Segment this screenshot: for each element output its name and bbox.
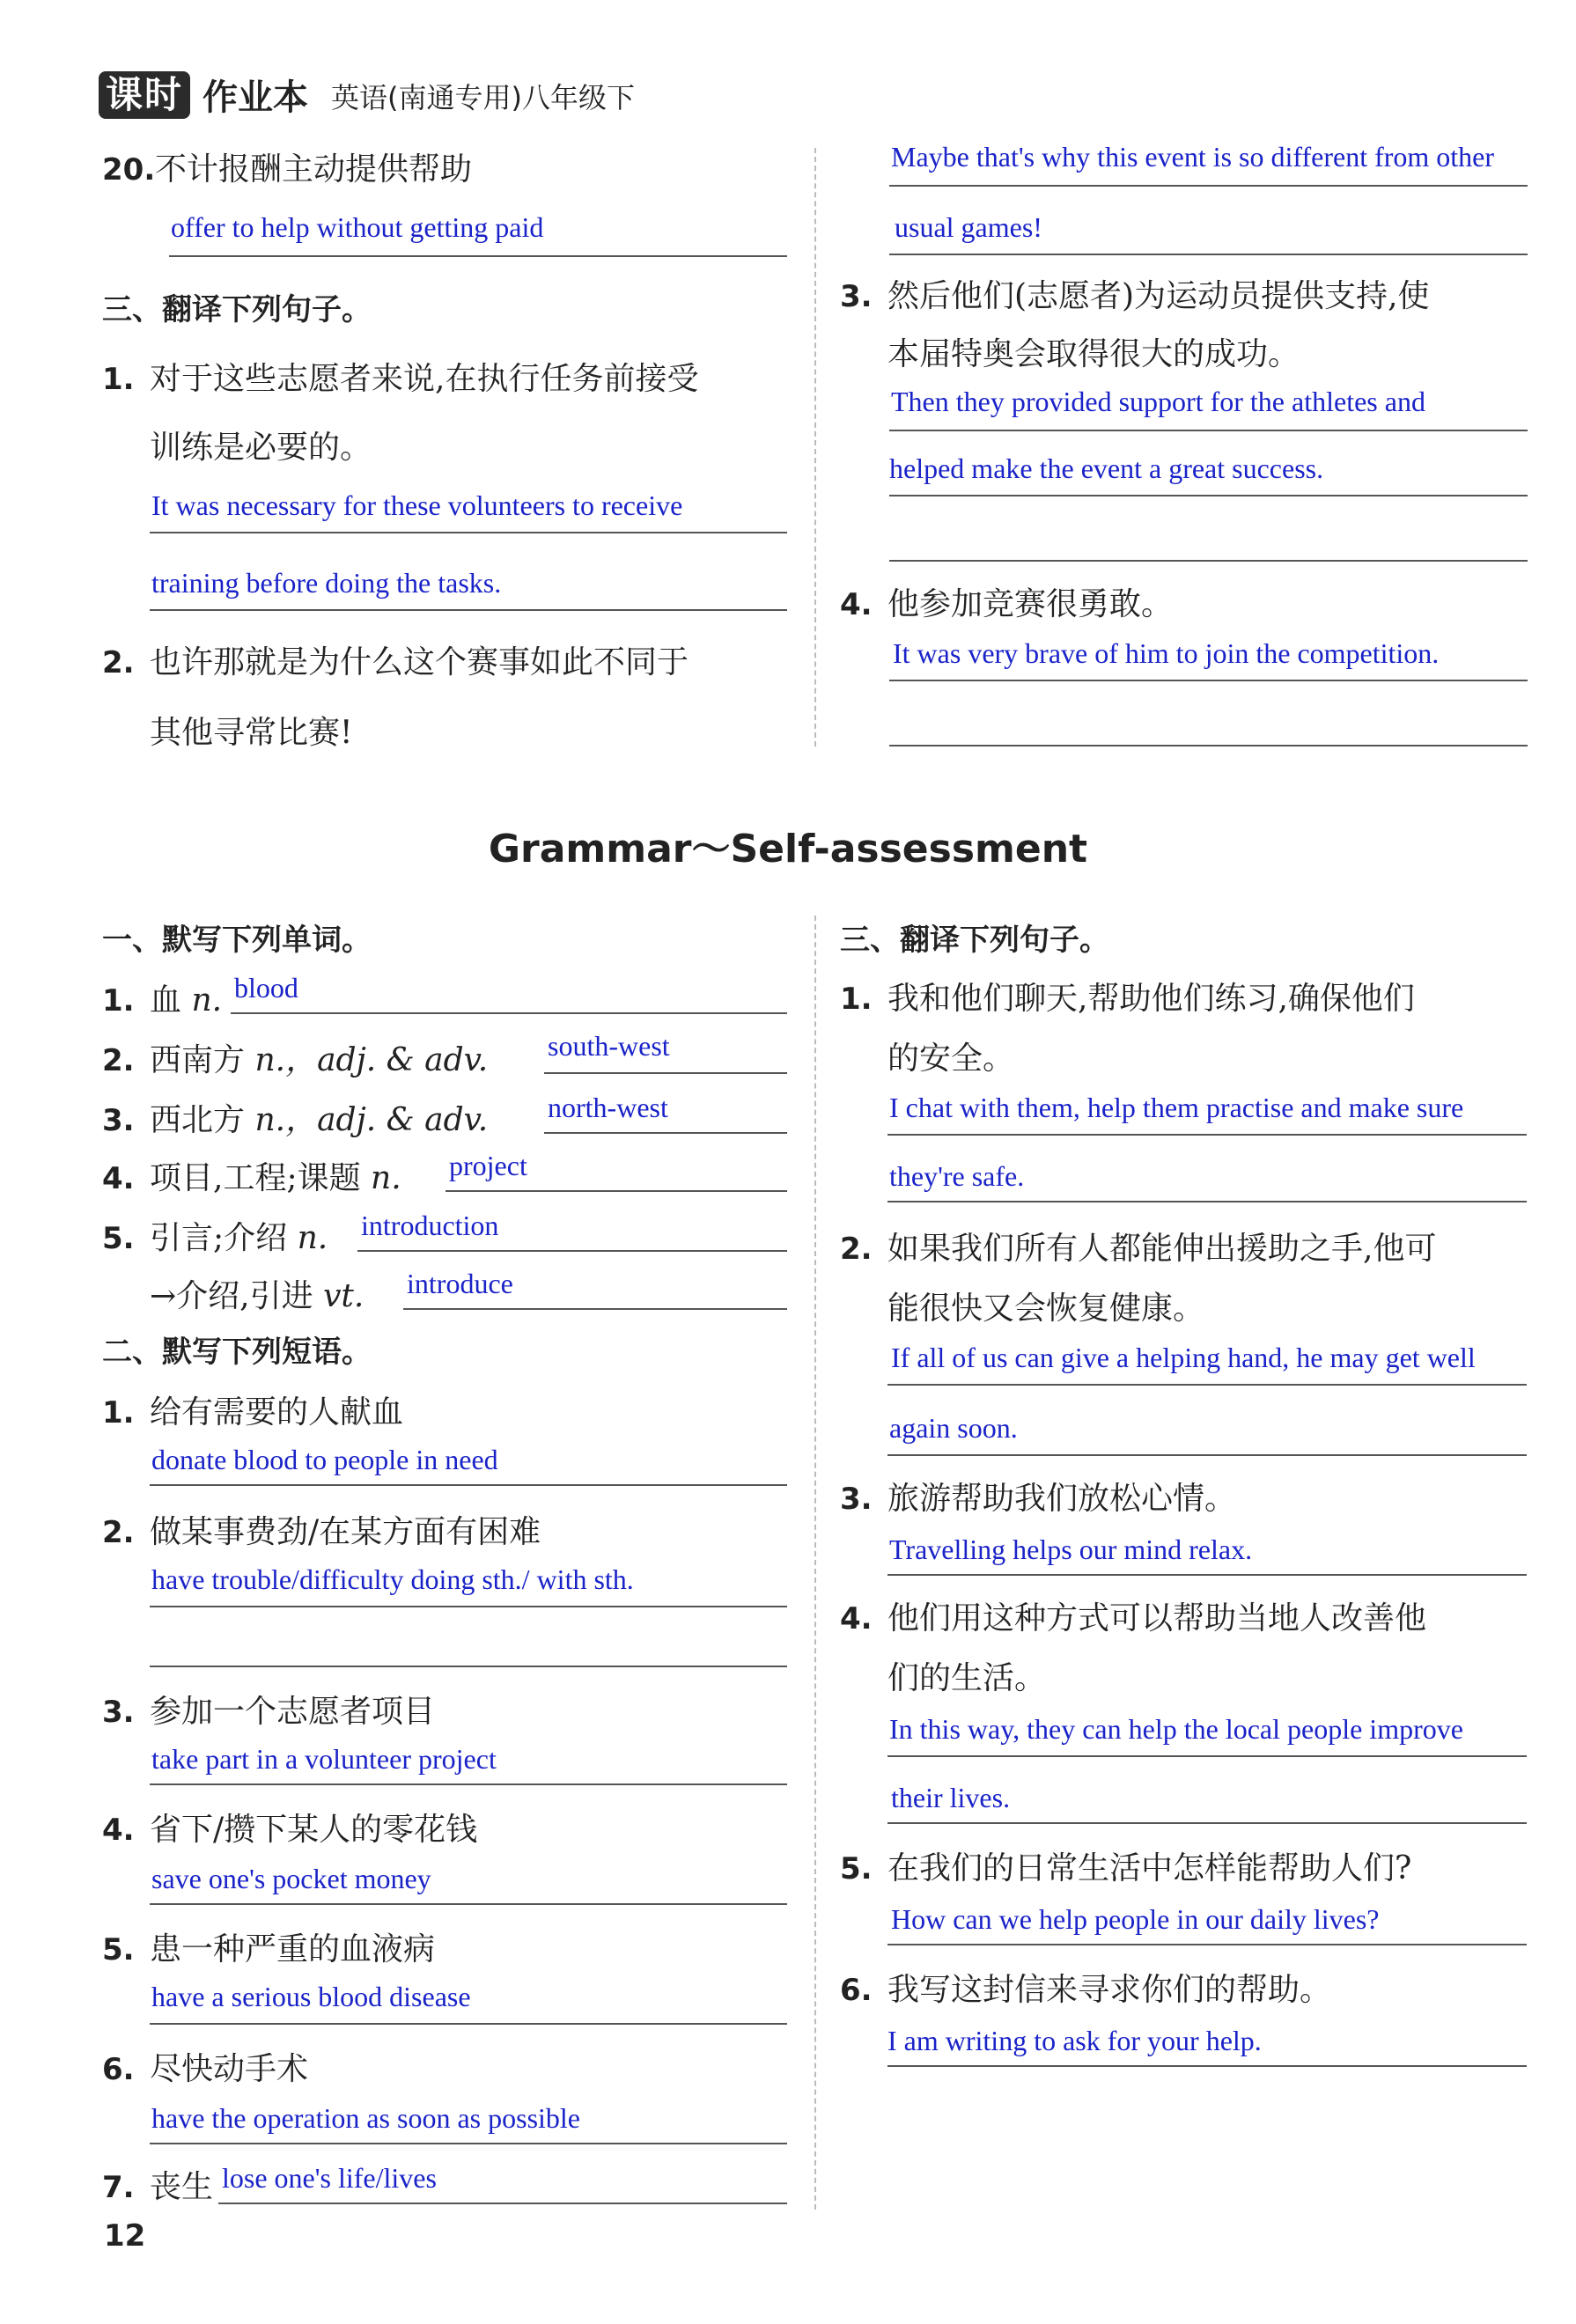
sentence-item-r3 [840,1474,1236,1519]
item-prompt: 他们用这种方式可以帮助当地人改善他 [887,1600,1427,1636]
word-item-3 [102,1095,488,1140]
word-item-2 [102,1035,488,1080]
item-prompt: 西北方 [150,1102,246,1138]
phrase-item-1 [102,1387,403,1432]
sentence-item-1 [102,354,698,399]
answer-line [403,1308,787,1310]
section-title-translate: 三、翻译下列句子。 [102,292,372,327]
item-prompt-continued: 的安全。 [887,1041,1015,1077]
answer-line [218,2203,787,2204]
page-header [99,63,635,120]
item-number: 1. [102,362,135,397]
section-title-phrases: 二、默写下列短语。 [102,1335,372,1370]
phrase-item-3 [102,1687,435,1732]
answer-text: introduce [407,1268,513,1299]
answer-text: donate blood to people in need [151,1444,498,1475]
answer-line [887,1134,1527,1136]
word-item-1 [102,975,222,1020]
answer-line [887,2065,1527,2067]
answer-text: Then they provided support for the athletes and [891,386,1425,417]
item-number: 4. [102,1161,135,1196]
answer-text: I am writing to ask for your help. [887,2025,1262,2056]
sentence-item-r5 [840,1843,1411,1888]
answer-text: lose one's life/lives [222,2162,437,2194]
item-prompt-continued: 其他寻常比赛! [150,715,353,751]
answer-text: I chat with them, help them practise and make sure [889,1092,1464,1123]
answer-line [150,1484,787,1486]
answer-text: project [449,1150,527,1181]
item-prompt: 如果我们所有人都能伸出援助之手,他可 [887,1231,1437,1267]
item-number: 2. [102,645,135,680]
answer-text: training before doing the tasks. [151,567,502,599]
answer-line [544,1072,787,1074]
answer-text: How can we help people in our daily lives? [891,1903,1380,1935]
section-title-words: 一、默写下列单词。 [102,923,372,958]
word-item-4 [102,1153,401,1198]
answer-line [889,430,1528,431]
section-heading-grammar: Grammar～Self-assessment [488,827,1088,872]
item-prompt-continued: 训练是必要的。 [150,430,372,466]
item-number: 3. [102,1103,135,1138]
item-prompt: 省下/攒下某人的零花钱 [150,1812,478,1848]
answer-text: It was necessary for these volunteers to receive [151,489,683,521]
answer-text: If all of us can give a helping hand, he may get well [891,1342,1476,1373]
column-divider-top [814,148,816,746]
item-number: 5. [102,1932,135,1967]
answer-line [887,1755,1527,1757]
phrase-item-7 [102,2162,213,2207]
item-prompt: 西南方 [150,1042,246,1078]
sentence-item-r1 [840,974,1415,1019]
answer-text: have the operation as soon as possible [151,2102,580,2134]
answer-text: It was very brave of him to join the competition. [893,637,1440,669]
item-number: 6. [840,1973,873,2008]
answer-line [231,1012,787,1014]
sentence-item-r4 [840,1593,1426,1638]
answer-line [150,1783,787,1785]
item-number: 3. [840,279,873,314]
answer-line [887,1574,1527,1576]
item-prompt: 做某事费劲/在某方面有困难 [150,1514,541,1550]
sentence-item-2 [102,637,689,682]
answer-line [357,1250,787,1252]
answer-line [889,560,1528,562]
item-number: 6. [102,2052,135,2087]
item-number: 3. [102,1695,135,1730]
answer-line [889,185,1528,187]
item-prompt: 血 [150,982,182,1019]
answer-line [150,1903,787,1905]
item-prompt-continued: 本届特奥会取得很大的成功。 [887,336,1300,372]
item-number: 20. [102,152,156,188]
answer-line [169,255,787,257]
answer-line [150,2143,787,2144]
item-number: 4. [840,587,873,622]
answer-text: north-west [548,1092,668,1123]
item-number: 4. [102,1813,135,1848]
part-of-speech: n. [371,1160,401,1196]
answer-text: Maybe that's why this event is so different from other [891,141,1495,173]
item-prompt: 我和他们聊天,帮助他们练习,确保他们 [887,981,1415,1017]
answer-line [889,680,1528,681]
answer-line [150,2023,787,2025]
answer-text: take part in a volunteer project [151,1743,497,1775]
answer-line [889,745,1528,746]
item-prompt: 旅游帮助我们放松心情。 [887,1481,1237,1517]
answer-line [889,495,1528,496]
phrase-item-5 [102,1924,435,1969]
phrase-item-2 [102,1507,541,1552]
item-prompt: 在我们的日常生活中怎样能帮助人们? [887,1850,1412,1886]
item-number: 1. [102,1395,135,1430]
phrase-item-20 [102,144,472,189]
answer-line [887,1822,1527,1824]
item-number: 2. [102,1043,135,1078]
item-prompt: 患一种严重的血液病 [150,1931,436,1967]
logo-text: 作业本 [203,77,309,118]
answer-text: have trouble/difficulty doing sth./ with sth. [151,1563,634,1595]
item-prompt-continued: 们的生活。 [887,1660,1047,1696]
answer-text: In this way, they can help the local people improve [889,1713,1463,1745]
answer-line [150,1666,787,1667]
answer-text: usual games! [895,211,1042,243]
logo-badge: 课时 [99,71,190,119]
item-prompt: 不计报酬主动提供帮助 [155,151,473,188]
answer-line [150,532,787,533]
answer-line [446,1190,787,1192]
part-of-speech: n.，adj. & adv. [254,1102,489,1138]
answer-text: again soon. [889,1412,1018,1444]
part-of-speech: n. [297,1220,328,1256]
item-prompt: 对于这些志愿者来说,在执行任务前接受 [150,361,699,397]
part-of-speech: n.，adj. & adv. [254,1042,489,1078]
answer-text: blood [234,972,298,1004]
part-of-speech: n. [191,982,223,1019]
item-number: 2. [840,1232,873,1267]
item-prompt: 他参加竞赛很勇敢。 [887,586,1174,622]
item-number: 7. [102,2170,135,2205]
answer-text: introduction [361,1210,499,1241]
item-number: 3. [840,1482,873,1517]
answer-line [887,1384,1527,1386]
page-number: 12 [104,2218,146,2254]
answer-line [889,254,1528,255]
sentence-item-r6 [840,1965,1331,2010]
answer-text: south-west [548,1030,670,1062]
item-number: 5. [840,1851,873,1886]
sentence-item-3 [840,271,1430,316]
answer-line [150,609,787,611]
item-prompt: 丧生 [150,2169,214,2205]
answer-line [887,1201,1527,1202]
item-prompt: 尽快动手术 [150,2051,309,2087]
part-of-speech: vt. [323,1278,365,1314]
answer-text: offer to help without getting paid [171,211,544,243]
item-prompt: 然后他们(志愿者)为运动员提供支持,使 [887,278,1430,314]
phrase-item-4 [102,1805,477,1850]
answer-line [887,1944,1527,1945]
answer-text: have a serious blood disease [151,1981,471,2012]
item-number: 4. [840,1601,873,1636]
item-prompt: 也许那就是为什么这个赛事如此不同于 [150,644,689,680]
item-prompt: 我写这封信来寻求你们的帮助。 [887,1972,1332,2008]
item-prompt: →介绍,引进 [150,1278,313,1314]
answer-text: Travelling helps our mind relax. [889,1533,1253,1565]
item-number: 2. [102,1515,135,1550]
item-number: 5. [102,1221,135,1256]
sentence-item-r2 [840,1224,1436,1269]
logo [99,70,308,120]
sentence-item-4 [840,579,1173,624]
answer-text: helped make the event a great success. [889,452,1324,484]
column-divider-bottom [814,916,816,2210]
answer-text: their lives. [891,1782,1011,1813]
item-prompt: 给有需要的人献血 [150,1394,404,1430]
word-item-5 [102,1213,328,1258]
item-prompt-continued: 能很快又会恢复健康。 [887,1291,1205,1327]
item-prompt: 引言;介绍 [150,1220,288,1256]
answer-line [544,1132,787,1134]
item-number: 1. [840,982,873,1017]
word-item-5-derived [150,1271,364,1316]
section-title-translate-2: 三、翻译下列句子。 [840,923,1109,958]
answer-line [887,1454,1527,1456]
answer-text: save one's pocket money [151,1863,431,1894]
phrase-item-6 [102,2044,308,2089]
item-prompt: 参加一个志愿者项目 [150,1694,436,1730]
item-prompt: 项目,工程;课题 [150,1160,361,1196]
item-number: 1. [102,983,135,1019]
answer-line [150,1606,787,1607]
answer-text: they're safe. [889,1160,1025,1192]
subject-title: 英语(南通专用)八年级下 [331,81,635,114]
